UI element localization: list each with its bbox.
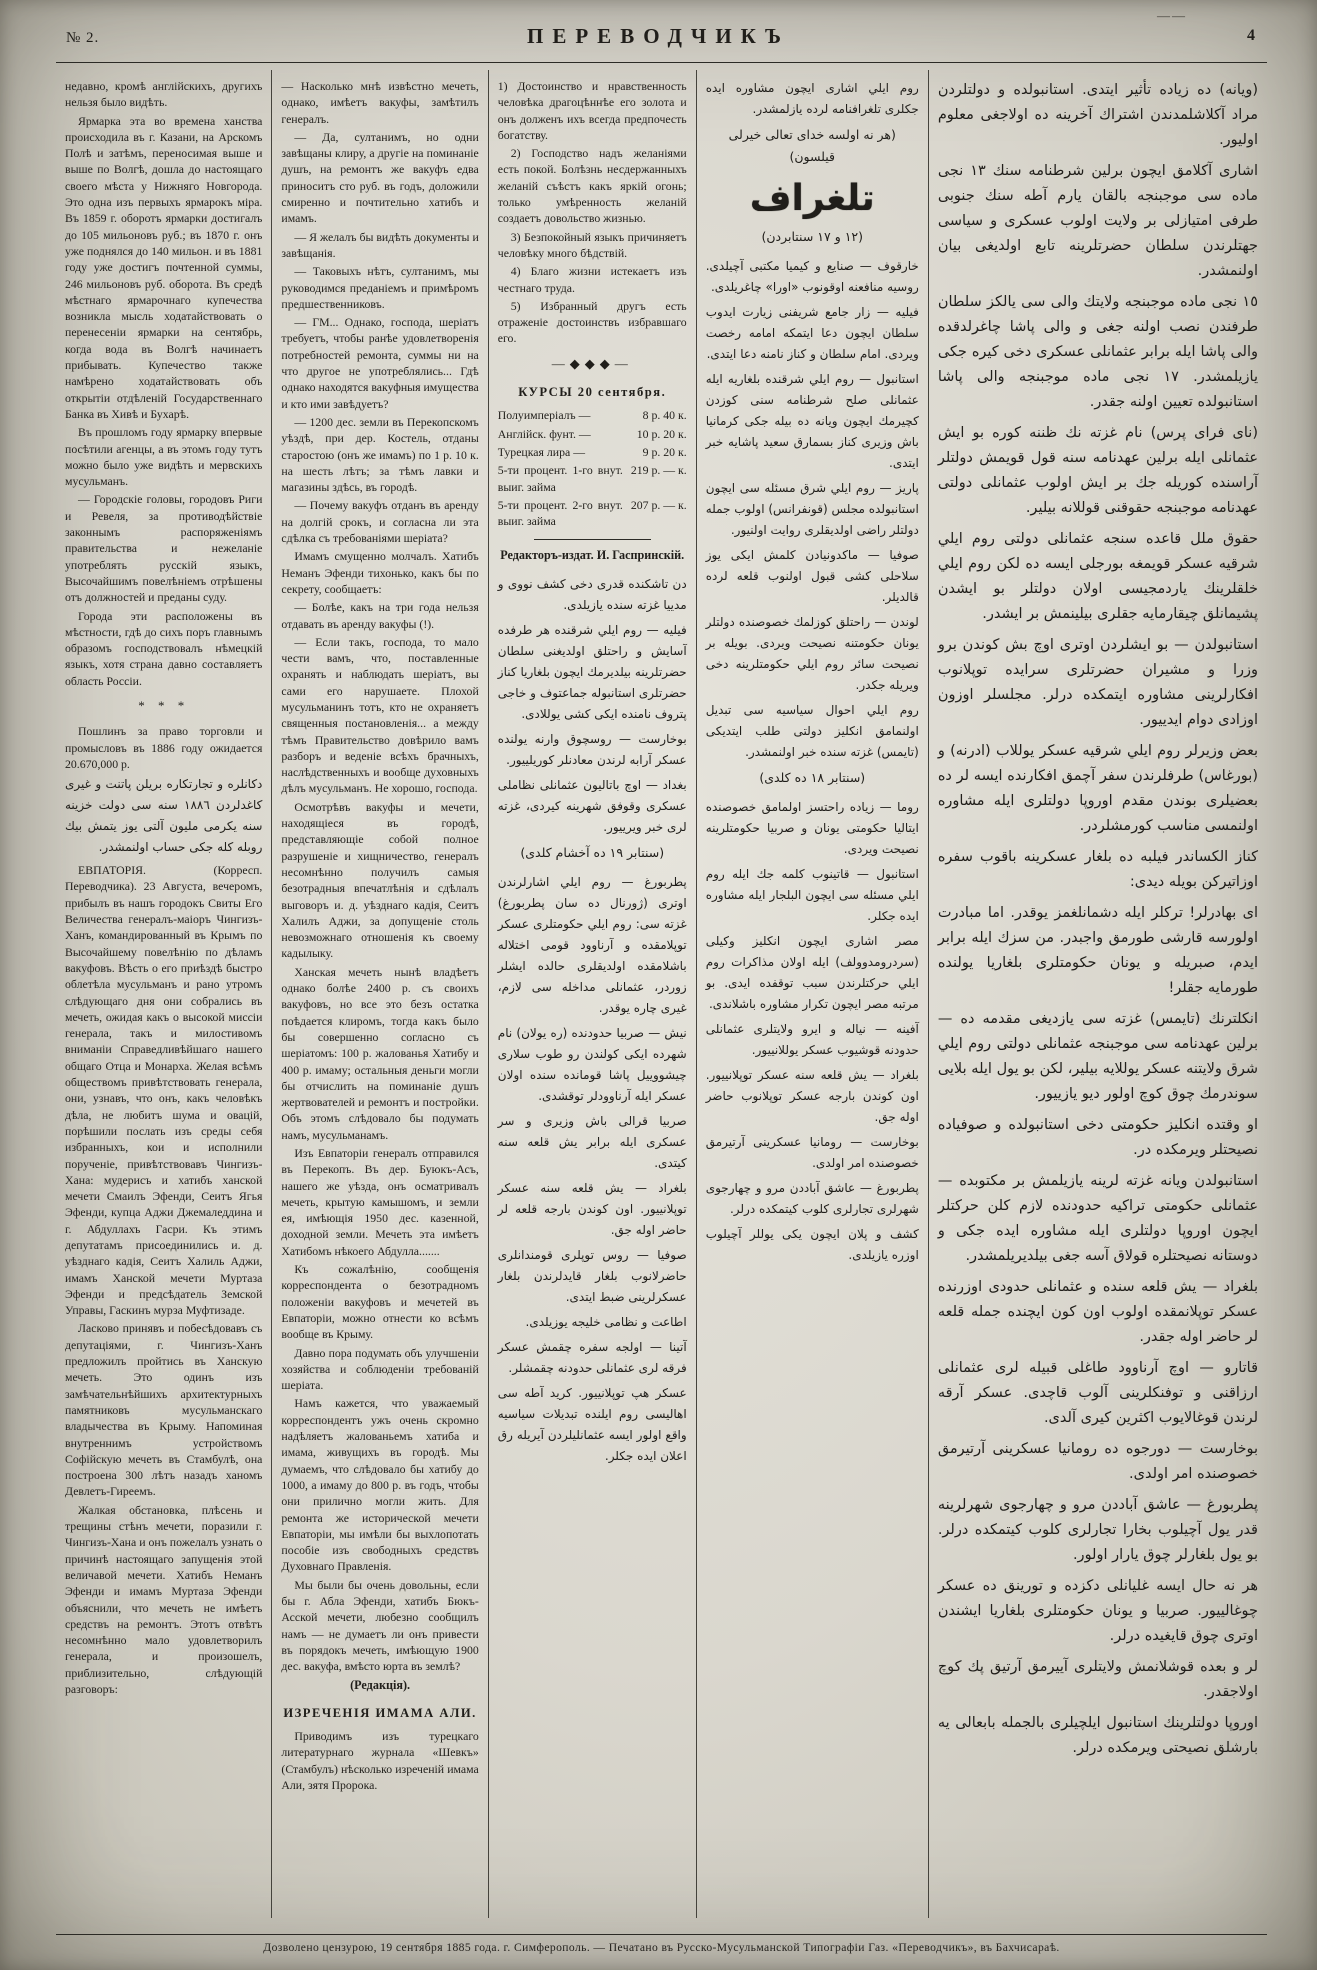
exchange-rate-row (498, 497, 687, 530)
paragraph: 2) Господство надъ желаніями есть покой. Болѣзнь несдержанныхъ желаній съѣстъ какъ яркій огонь; только умѣренность желаній создаетъ довольство жизнью. (497, 146, 687, 226)
arabic-paragraph: نيش — صربيا حدودنده (ره يولان) نام شهرده ايكى كولندن رو طوب سلارى چيشووييل پاشا قومانده سنده اولان عسكر ايله آرناوودلر توقشدى. (497, 1025, 687, 1103)
arabic-paragraph: بعض وزيرلر روم ايلي شرقيه عسكر يوللاب (ادرنه) و (بورغاس) طرفلرندن سفر آچمق افكارنده ايسه لر ده بعضيلرى بوندن مقدم اوروپا دولتلرى ايله مشاوره اولنمسى مناسب كورمشلردر. (937, 743, 1258, 834)
arabic-paragraph: فيليه — زار جامع شريفنى زيارت ايدوب سلطان ايچون دعا ايتمكه امامه رخصت ويردى. امام سلطان و كناز نامنه دعا ايتدى. (705, 305, 919, 361)
exchange-rate-row (498, 426, 687, 442)
paragraph: — Я желалъ бы видѣть документы и завѣщанія. (281, 229, 479, 260)
divider-rule (534, 539, 651, 540)
column-1-russian (56, 70, 272, 1918)
rate-value: 219 р. — к. (630, 463, 687, 478)
paragraph: — 1200 дес. земли въ Перекопскомъ уѣздѣ, при дер. Костель, отданы старостою (онъ же имамъ) по 1 р. 10 к. на шесть лѣтъ; за тѣмъ лавки и магазины здѣсь, въ городѣ. (281, 414, 479, 495)
arabic-paragraph: مصر اشارى ايچون انكليز وكيلى (سردرومدوولف) ايله اولان مذاكرات روم ايلي حركتلرندن سبب توقفده ايدى. بو مرتبه مصر ايچون تكرار مشاوره باشلاندى. (705, 934, 919, 1011)
telegraph-headline: تلغراف (749, 178, 875, 219)
section-heading: КУРСЫ 20 сентября. (518, 385, 667, 400)
column-5-arabic (929, 70, 1267, 1918)
paragraph: Ласково принявъ и побесѣдовавъ съ депутаціями, г. Чингизъ-Ханъ предложилъ пройтись въ Ханскую мечеть. Это одинъ изъ замѣчательнѣйшихъ архитектурныхъ памятниковъ мусульманскаго владычества въ Крыму. Напоминая внутреннимъ устройствомъ Софійскую мечеть въ Стамбулѣ, она построена 300 лѣтъ назадъ ханомъ Девлетъ-Гиреемъ. (65, 1321, 263, 1499)
paragraph: Осмотрѣвъ вакуфы и мечети, находящіеся въ городѣ, представляющіе собой полное разрушеніе и хищничество, генералъ несомнѣнно получилъ самыя безотрадныя впечатлѣнія и сдѣлалъ выговоръ и. д. уѣзднаго кадія, Сеитъ Халилъ Аджи, за допущеніе столь невозможнаго отношенія къ своему кадылыку. (281, 799, 479, 961)
paragraph: Къ сожалѣнію, сообщенія корреспондента о безотрадномъ положеніи вакуфовъ и мечетей въ Евпаторіи, можно отнести ко всѣмъ вообще въ Крыму. (281, 1262, 479, 1342)
page-number: 4 (1247, 27, 1255, 44)
exchange-rate-row (498, 444, 687, 460)
arabic-paragraph: بلغراد — يش قلعه سنده و عثمانلى حدودى اوزرنده عسكر توپلانمقده اولوب اون كون ايچنده جمله قلعه لر حاضر اوله جقدر. (937, 1279, 1258, 1345)
paragraph: Приводимъ изъ турецкаго литературнаго журнала «Шевкъ» (Стамбулъ) нѣсколько изреченій имама Али, зятя Пророка. (281, 1729, 479, 1792)
arabic-paragraph: كناز الكساندر فيلبه ده بلغار عسكرينه باقوب سفره اوزاتيركن بويله ديدى: (937, 849, 1258, 890)
paragraph: Въ прошломъ году ярмарку впервые посѣтили агенцы, а въ этомъ году тутъ можно было уже видѣть и мервскихъ мусульманъ. (65, 425, 263, 489)
rate-label: Англійск. фунт. — (497, 426, 591, 441)
arabic-paragraph: او وقتده انكليز حكومتى دخى استانبولده و صوفياده نصيحتلر ويرمكده در. (937, 1117, 1258, 1158)
paragraph: — Почему вакуфъ отданъ въ аренду на долгій срокъ, и согласна ли эта сдѣлка съ требованіями шеріата? (281, 498, 479, 546)
paragraph: Изъ Евпаторіи генералъ отправился въ Перекопъ. Въ дер. Буюкъ-Асъ, нашего же уѣзда, онъ осматривалъ мечеть, крытую камышомъ, и земли ея, имѣющія 1950 дес. казенной, доходной земли. Мечеть эта имѣетъ Хатибомъ нѣкоего Абдулла....... (281, 1146, 479, 1258)
asterism-separator: * * * (138, 697, 190, 713)
paragraph: Имамъ смущенно молчалъ. Хатибъ Неманъ Эфенди тихонько, какъ бы по секрету, сообщаетъ: (281, 549, 479, 596)
paragraph: — Таковыхъ нѣтъ, султанимъ, мы руководимся преданіемъ и примѣромъ предшественниковъ. (281, 264, 479, 311)
arabic-paragraph: صوفيا — ماكدونيادن كلمش ايكى يوز سلاحلى كشى قبول اولنوب قلعه لرده قالديلر. (705, 548, 919, 604)
editor-line: Редакторъ-издат. И. Гаспринскій. (500, 548, 685, 563)
rate-value: 8 р. 40 к. (642, 408, 687, 423)
arabic-paragraph: بوخارست — دورجوه ده رومانيا عسكرينى آرتيرمق خصوصنده امر اولدى. (937, 1441, 1258, 1482)
arabic-paragraph: لوندن — راحتلق كوزلمك خصوصنده دولتلر يونان حكومتنه نصيحت ويردى. بويله بر نصيحت سائر روم ايلي حكومتلرينه دخى ويريله جكدر. (705, 615, 919, 692)
header-rule (56, 62, 1267, 63)
paragraph: 4) Благо жизни истекаетъ изъ честнаго труда. (497, 264, 687, 295)
censor-imprint: Дозволено цензурою, 19 сентября 1885 года. г. Симферополь. — Печатано въ Русско-Мусульманской Типографіи Газ. «Переводчикъ», въ Бахчисараѣ. (56, 1934, 1267, 1954)
paragraph: недавно, кромѣ англійскихъ, другихъ нельзя было видѣть. (65, 79, 263, 110)
arabic-paragraph: پطربورغ — روم ايلي اشارلرندن اوترى (ژورنال ده سان پطربورغ) غزته سى: روم ايلي حكومتلرى عسكر توپلامقده و آرناوود قومى اختلاله باشلامقده اولديقلرى حالده ايشلر زوردر، عثمانلى مداخله سى لازم، غيرى چاره يوقدر. (497, 874, 687, 1015)
columns-container (56, 70, 1267, 1918)
arabic-paragraph: اى بهادرلر! تركلر ايله دشمانلغمز يوقدر. اما مبادرت اولورسه قارشى طورمق واجبدر. من سزك ايله برابر ايدم، صبريله و يونان حكومتلرى بلغاريا يولنده طورمايه جقلر! (937, 905, 1258, 996)
paragraph: — Да, султанимъ, но одни завѣщаны клиру, а другіе на поминаніе душъ, на ремонтъ же вакуфъ едва приноситъ сто руб. въ годъ, доложили смиренно и почтительно хатибъ и имамъ. (281, 129, 479, 226)
paragraph: Мы были бы очень довольны, если бы г. Абла Эфенди, хатибъ Бюкъ-Асской мечети, любезно сообщилъ намъ — не думаетъ ли онъ привести въ порядокъ мечеть, имѣющую 1900 дес. вакуфа, вмѣсто юрта въ землѣ? (281, 1577, 479, 1674)
arabic-centered-line: (هر نه اولسه خداى تعالى خيرلى قيلسون) (728, 127, 896, 164)
arabic-paragraph: استانبول — قاتينوب كلمه جك ايله روم ايلي مسئله سى ايچون البلجار ايله مشاوره ايده جكلر. (705, 867, 919, 923)
column-2-russian (272, 70, 488, 1918)
arabic-paragraph: روم ايلي اشارى ايچون مشاوره ايده جكلرى تلغرافنامه لرده يازلمشدر. (705, 81, 919, 116)
newspaper-title: ПЕРЕВОДЧИКЪ (527, 24, 790, 48)
arabic-paragraph: صربيا قرالى باش وزيرى و سر عسكرى ايله برابر يش قلعه سنه كيتدى. (497, 1113, 687, 1170)
paragraph: — Если такъ, господа, то мало чести вамъ, что, поставленные охранять и наблюдать шеріатъ, вы сами его нарушаете. Плохой мусульманинъ тотъ, кто не охраняетъ священныя постановленія... а между тѣмъ Правительство довѣрило вамъ разборъ и веденіе всѣхъ брачныхъ, наслѣдственныхъ и вообще духовныхъ дѣлъ мусульманъ. Не хорошо, господа. (281, 634, 479, 796)
paragraph: Жалкая обстановка, плѣсень и трещины стѣнъ мечети, поразили г. Чингизъ-Хана и онъ пожелалъ узнать о причинѣ настоящаго запущенія этой величавой мечети. Хатибъ Неманъ Эфенди и имамъ Муртаза Эфенди объяснили, что мечеть не имѣетъ средствъ на ремонтъ. Этотъ отвѣтъ несомнѣнно мало удовлетворилъ генерала, и произошелъ, приблизительно, слѣдующій разговоръ: (65, 1502, 263, 1697)
arabic-paragraph: استانبولدن ويانه غزته لرينه يازيلمش بر مكتوبده — عثمانلى حكومتى تراكيه حدودنده لازم كلن حركتلر ايچون اوروپا دولتلرى ايله مشاوره ايده جكى و دوستانه نصيحتلره قولاق آسه جغى بيلديريلمشدر. (937, 1173, 1258, 1264)
arabic-paragraph: (ناى فراى پرس) نام غزته نك ظننه كوره بو ايش عثمانلى ايله برلين عهدنامه سنه قول قويمش دولتلر آراسنده كوريله جك بر ايش اولوب عثمانلى دولتى عهدنامه موجبنجه حقوقنى قوللانه بيلير. (937, 425, 1258, 516)
arabic-paragraph: صوفيا — روس توپلرى قومندانلرى حاضرلانوب بلغار قايدلرندن بلغار عسكرلرينى ضبط ايتدى. (497, 1247, 687, 1304)
rate-label: Полуимперіалъ — (497, 408, 591, 423)
rate-label: Турецкая лира — (497, 444, 585, 459)
section-heading: ИЗРЕЧЕНІЯ ИМАМА АЛИ. (283, 1705, 477, 1720)
paragraph: Ярмарка эта во времена ханства происходила въ г. Казани, на Арскомъ Полѣ и затѣмъ, переносимая выше и выше по Волгѣ, дошла до настоящаго своего мѣста у Нижняго Новгорода. Это одна изъ первыхъ ярмарокъ міра. Въ 1859 г. оборотъ ярмарки достигалъ до 105 мильоновъ руб.; въ 1870 г. онъ уже поднялся до 140 мильон. и въ 1881 году уже достигъ почтенной суммы, 246 мильоновъ руб. оборота. Въ средѣ мѣстнаго ярмарочнаго купечества возникла мысль ходатайствовать о перенесеніи ярмарки на сентябрь, когда вода въ Волгѣ начинаетъ прибывать. Купечество также намѣрено ходатайствовать объ открытіи отдѣленій Государственнаго Банка въ Хивѣ и Бухарѣ. (65, 113, 263, 421)
arabic-paragraph: بلغراد — يش قلعه سنه عسكر توپلانييور. اون كوندن بارجه قلعه لر حاضر اوله جق. (497, 1180, 687, 1237)
scan-artifact-mark: —— (1157, 8, 1187, 23)
arabic-paragraph: دن تاشكنده قدرى دخى كشف نووى و مدييا غزته سنده يازيلدى. (497, 576, 687, 612)
arabic-paragraph: استانبولدن — بو ايشلردن اوترى اوچ بش كوندن برو وزرا و مشيران حضرتلرى سرايده توپلانوب افكارلرينى مشاوره ايتمكده درلر. مجلسلر اوزون اوزادى دوام ايدييور. (937, 637, 1258, 728)
arabic-paragraph: اشارى آكلامق ايچون برلين شرطنامه سنك ١٣ نجى ماده سى موجبنجه بالقان يارم آطه سنك جنوبى طرفى امتيازلى بر ولايت اولوب عسكرى و سياسى جهتلرندن سلطان حضرتلرينه تابع اولديغى بيان اولنمشدر. (937, 163, 1259, 279)
arabic-paragraph: بوخارست — روسچوق وارنه يولنده عسكر آرابه لرندن معادنلر كوريلييور. (497, 731, 687, 767)
paragraph: Пошлинъ за право торговли и промысловъ въ 1886 году ожидается 20.670,000 р. (65, 724, 263, 771)
arabic-paragraph: روم ايلي احوال سياسيه سى تبديل اولنمامق انكليز دولتى طلب ايتديكى (تايمس) غزته سنده خبر اولنمشدر. (705, 703, 919, 759)
arabic-paragraph: هر نه حال ايسه غليانلى دكزده و تورينق ده عسكر چوغالييور. صربيا و يونان حكومتلرى بلغاريا ايشندن اوترى چوق قايغيده درلر. (937, 1578, 1258, 1644)
issue-number: № 2. (66, 30, 100, 46)
arabic-paragraph: حقوق ملل قاعده سنجه عثمانلى دولتى روم ايلي شرقيه عسكر قويمغه بورجلى ايسه ده لكن روم ايلي خلقلرينك ياردمجيسى اولان دولتلر بو ايشدن پشيمانلق چيقارمايه جقلرى بيلينمش بر ايشدر. (937, 531, 1258, 622)
rate-label: 5-ти процент. 2-го внут. выиг. займа (497, 497, 623, 529)
arabic-paragraph: استانبول — روم ايلي شرقنده بلغاريه ايله عثمانلى صلح شرطنامه سنى كوزدن كچيرمك ايچون ويانه ده بيله جكى كرمانيا باش وزيرى كناز بسمارق سعيد پاشايه خبر ايتدى. (705, 372, 919, 470)
paragraph: 5) Избранный другъ есть отраженіе достоинствъ избравшаго его. (497, 298, 687, 346)
arabic-paragraph: انكلترنك (تايمس) غزته سى يازديغى مقدمه ده — برلين عهدنامه سى موجبنجه عثمانلى دولتى روم ايلي شرق ولايتنه عسكر يوللايه بيلير، لكن بو يول ايله بلايى سوندرمك چوق كوچ اولور ديو يازييور. (937, 1011, 1258, 1102)
arabic-paragraph: كشف و پلان ايچون يكى يوللر آچيلوب اوزره يازيلدى. (705, 1227, 919, 1262)
arabic-paragraph: لر و بعده قوشلانمش ولايتلرى آييرمق آرتيق پك كوچ اولاجقدر. (937, 1659, 1258, 1700)
arabic-centered-line: (سنتابر ١٨ ده كلدى) (759, 770, 866, 785)
column-3-mixed (489, 70, 697, 1918)
arabic-paragraph: پاريز — روم ايلي شرق مسئله سى ايچون استانبولده مجلس (قونفرانس) اولوب جمله دولتلر راضى اولديقلرى روايت اولنيور. (705, 481, 919, 537)
rate-value: 207 р. — к. (630, 497, 687, 512)
arabic-paragraph: اوروپا دولتلرينك استانبول ايلچيلرى بالجمله بابعالى يه بارشلق نصيحتى ويرمكده درلر. (937, 1715, 1258, 1756)
arabic-paragraph: پطربورغ — عاشق آباددن مرو و چهارجوى شهرلرينه قدر يول آچيلوب بخارا تجارلرى كلوب كيتمكده درلر. بو يول بلغارلر چوق يارار اولور. (937, 1497, 1258, 1563)
arabic-paragraph: بلغراد — يش قلعه سنه عسكر توپلانييور. اون كوندن بارجه عسكر توپلانوب حاضر اوله جق. (705, 1068, 919, 1124)
arabic-paragraph: خارقوف — صنايع و كيميا مكتبى آچيلدى. روسيه منافعنه اوقونوب «اورا» چاغريلدى. (705, 259, 919, 294)
arabic-paragraph: (ويانه) ده زياده تأثير ايتدى. استانبولده و دولتلردن مراد آكلاشلمدندن اشتراك آخرينه ده اولاجغى معلوم اوليور. (937, 82, 1258, 148)
arabic-paragraph: پطربورغ — عاشق آباددن مرو و چهارجوى شهرلرى تجارلرى كلوب كيتمكده درلر. (705, 1181, 919, 1216)
arabic-paragraph: روما — زياده راحتسز اولمامق خصوصنده ايتاليا حكومتى يونان و صربيا حكومتلرينه نصيحت ويردى. (705, 800, 919, 856)
arabic-paragraph: بوخارست — رومانيا عسكرينى آرتيرمق خصوصنده امر اولدى. (705, 1135, 919, 1170)
arabic-paragraph: فيليه — روم ايلي شرقنده هر طرفده آسايش و راحتلق اولديغنى سلطان حضرتلرينه بيلديرمك ايچون بلغاريا كناز حضرتلرى استانبوله جماعتوف و خاجى پتروف نامنده ايكى كشى يوللادى. (497, 622, 687, 721)
paragraph: Города эти расположены въ мѣстности, гдѣ до сихъ поръ главнымъ образомъ господствовалъ нѣмецкій языкъ, хотя страна давно составляетъ область Россіи. (65, 608, 263, 688)
paragraph: — Городскіе головы, городовъ Риги и Ревеля, за противодѣйствіе законнымъ распоряженіямъ правительства и нежеланіе употреблять русскій языкъ, Высочайшимъ повелѣніемъ отрѣшены отъ должностей и преданы суду. (65, 492, 263, 605)
exchange-rate-row (498, 462, 687, 495)
arabic-paragraph: عسكر هپ توپلانييور. كريد آطه سى اهاليسى روم ايلنده تبديلات سياسيه واقع اولور ايسه عثمانليلردن آيريله رق اعلان ايده جكلر. (497, 1385, 687, 1463)
arabic-paragraph: ١٥ نجى ماده موجبنجه ولايتك والى سى يالكز سلطان طرفندن نصب اولنه جغى و والى پاشا چاغرلدقده والى پاشا ايله برابر عثمانلى عسكرى دخى كيره جكى يازيلمشدر. ١٧ نجى ماده موجبنجه والى پاشا استانبولده تعيين اولنه جقدر. (937, 294, 1258, 410)
arabic-centered-line: (سنتابر ١٩ ده آخشام كلدى) (520, 844, 665, 860)
paragraph: 1) Достоинство и нравственность человѣка драгоцѣннѣе его золота и онъ долженъ ихъ всегда предпочесть богатству. (497, 79, 687, 142)
column-4-arabic (697, 70, 929, 1918)
exchange-rate-row (498, 407, 687, 423)
paragraph: Намъ кажется, что уважаемый корреспондентъ ужъ очень скромно надѣляетъ жалованьемъ хатиба и имама, живущихъ въ городѣ. Мы думаемъ, что слѣдовало бы хатибу до 1000, а имаму до 800 р. въ годъ, чтобы они прилично могли жить. Для ремонта же исторической мечети Евпаторіи, мы имѣли бы выхлопотать пособіе изъ свободныхъ средствъ Духовнаго Правленія. (281, 1396, 479, 1574)
editor-line: (Редакція). (350, 1677, 411, 1692)
arabic-centered-line: (١٢ و ١٧ سنتابردن) (761, 229, 864, 244)
arabic-paragraph: بغداد — اوچ باتاليون عثمانلى نظاملى عسكرى وقوفق شهرينه كيردى، غزته لرى خبر ويرييور. (497, 777, 687, 834)
rate-value: 9 р. 20 к. (642, 444, 687, 459)
rate-value: 10 р. 20 к. (636, 426, 687, 441)
paragraph: Ханская мечеть нынѣ владѣетъ однако болѣе 2400 р. съ своихъ вакуфовъ, но все это безъ остатка поѣдается клиромъ, тогда какъ было бы совершенно согласно съ шеріатомъ: 100 р. жалованья Хатибу и 400 р. имаму; остальныя деньги могли бы отчислить на поминаніе душъ жертвователей и ремонтъ и постройки. Объ этомъ слѣдовало бы подумать намъ, мусульманамъ. (281, 964, 479, 1142)
arabic-paragraph: آتينا — اولجه سفره چقمش عسكر فرقه لرى عثمانلى حدودنه چقمشلر. (497, 1339, 687, 1375)
paragraph: 3) Безпокойный языкъ причиняетъ человѣку много бѣдствій. (497, 229, 687, 260)
arabic-paragraph: دكانلره و تجارتكاره بريلن پاتنت و غيرى كاغدلردن ١٨٨٦ سنه سى دولت خزينه سنه يكرمى مليون آلتى يوز يتمش بيك روبله كله جكى حساب اولنمشدر. (65, 777, 263, 855)
paragraph: — Насколько мнѣ извѣстно мечеть, однако, имѣетъ вакуфы, замѣтилъ генералъ. (281, 79, 479, 126)
asterism-separator: —◆◆◆— (551, 355, 633, 371)
arabic-paragraph: قاتارو — اوچ آرناوود طاغلى قبيله لرى عثمانلى ارزاقنى و توفنكلرينى آلوب قاچدى. عسكر آرقه لرندن قوغالايوب اكثرين كيرى آلدى. (937, 1360, 1258, 1426)
arabic-paragraph: آفينه — نياله و ايرو ولايتلرى عثمانلى حدودنه قوشيوب عسكر يوللانييور. (705, 1022, 919, 1057)
rate-label: 5-ти процент. 1-го внут. выиг. займа (497, 463, 623, 494)
paragraph: Давно пора подумать объ улучшеніи хозяйства и соблюденіи требованій шеріата. (281, 1345, 479, 1393)
paragraph: — ГМ... Однако, господа, шеріатъ требуетъ, чтобы ранѣе удовлетворенія потребностей ремонта, суммы ни на что другое не употреблялись... Гдѣ однако находятся вакуфныя имущества и кто ими завѣдуетъ? (281, 315, 479, 411)
arabic-paragraph: اطاعت و نظامى خليجه يوزيلدى. (525, 1314, 687, 1329)
paragraph: ЕВПАТОРІЯ. (Корресп. Переводчика). 23 Августа, вечеромъ, прибылъ въ нашъ городокъ Свиты Его Величества генералъ-маіоръ Чингизъ-Ханъ, командированный въ Крымъ по Высочайшему повелѣнію по дѣламъ вакуфовъ. Вѣсть о его приѣздѣ быстро облетѣла мусульманъ и рано утромъ слѣдующаго дня они собрались въ мечеть, ожидая какъ о высокой миссіи генерала, такъ и милостивомъ вниманіи Справедливѣйшаго нашего общаго Отца и Монарха. Желая всѣмъ обществомъ привѣтствовать генерала, они, узнавъ, что онъ, какъ человѣкъ дѣла, не любитъ шума и овацій, порѣшили послать изъ среды себя избранныхъ, кои и исполнили порученіе, привѣтствовавъ Чингизъ-Хана: мудерисъ и хатибъ ханской мечети Смаилъ Эфенди, Сеитъ Ягья Эфенди, купца Аджи Джемаледдина и г. Абдуллахъ Гасри. Къ этимъ депутатамъ присоединились и. д. уѣзднаго кадія, Сеитъ Халиль Аджи, имамъ Ханской мечети Муртаза Эфенди и предсѣдатель Земской Управы, Гаскинъ мурза Муфтизаде. (65, 863, 263, 1318)
paragraph: — Болѣе, какъ на три года нельзя отдавать въ аренду вакуфы (!). (281, 600, 479, 631)
